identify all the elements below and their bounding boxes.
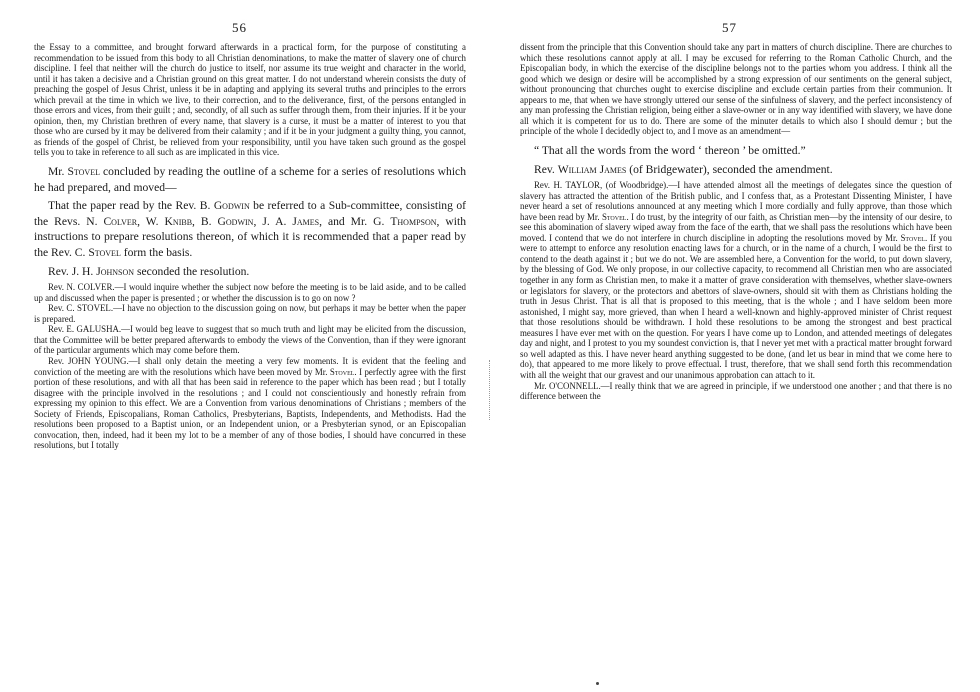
paragraph-essay-continuation: the Essay to a committee, and brought forward afterwards in a practical form, for the purpose of constituting a recommendation to be issued from this body to all Christian denominations, to make the matter of slavery one of church discipline. I feel that neither will the church do justice to itself, nor assume its true weight and character in the world, until it has taken a decisive and a Christian ground on this great matter. I do not understand wherein consists the duty of preaching the gospel of Jesus Christ, unless it be in adapting and applying its several truths and principles to the errors which prevail at the time in which we live, to their correction, and to the deliverance, first, of the persons entangled in those errors and vices, from their guilt ; and, secondly, of all such as suffer through them, from their injuries. If it be your opinion, then, my Christian brethren of every name, that slavery is a curse, it must be a matter of interest to you that those who are cursed by it may be delivered from their calamity ; and if it be in your judgment a guilty thing, you cannot, as friends of the gospel of Christ, be relieved from your responsibility, until you have taken such ground as the gospel tells you to take in reference to all such as are implicated in this vice.	[34, 42, 466, 158]
paragraph-johnson-seconded: Rev. J. H. Johnson seconded the resolution.	[48, 264, 250, 278]
paragraph-motion: That the paper read by the Rev. B. Godwin be referred to a Sub-committee, consisting of the Revs. N. Colver, W. Knibb, B. Godwin, J. A. James, and Mr. G. Thompson, with instructions to prepare resolutions thereon, of which it is recommended that a paper read by the Rev. C. Stovel form the basis.	[34, 199, 467, 259]
page-number-left: 56	[232, 20, 247, 35]
paragraph-james-seconded: Rev. William James (of Bridgewater), seconded the amendment.	[534, 162, 833, 176]
paragraph-stovel-reply: Rev. C. STOVEL.—I have no objection to the discussion going on now, but perhaps it may be better when the paper is prepared.	[34, 303, 466, 324]
paragraph-stovel-concluded: Mr. Stovel concluded by reading the outline of a scheme for a series of resolutions which he had prepared, and moved—	[34, 165, 467, 194]
paragraph-oconnell: Mr. O'CONNELL.—I really think that we are agreed in principle, if we understood one another ; and that there is no difference between the	[520, 380, 952, 402]
printer-mark	[596, 682, 599, 685]
paragraph-young: Rev. JOHN YOUNG.—I shall only detain the meeting a very few moments. It is evident that the feeling and conviction of the meeting are with the resolutions which have been moved by Mr. Stovel. I perfectly agree with the first portion of these resolutions, and with all that has been said in reference to the paper which has been read ; but I totally disagree with the principle involved in the resolutions ; and I could not conscientiously and honestly refrain from expressing my opinion to this effect. We are a Convention from various denominations of Christians ; members of the Society of Friends, Episcopalians, Roman Catholics, Presbyterians, Baptists, Independents, and Methodists. Had the resolutions been proposed to a Baptist union, or an Independent union, or a Presbyterian synod, or an Episcopalian convocation, then, indeed, had it been my lot to be a member of any of those bodies, I should have concurred in these resolutions, but I totally	[34, 356, 466, 451]
paragraph-taylor: Rev. H. TAYLOR, (of Woodbridge).—I have attended almost all the meetings of delegates since the question of slavery has attracted the attention of the British public, and I confess that, as a Protestant Dissenting Minister, I have never heard a set of resolutions announced at any meeting which I more cordially and fully approve, than those which have been read by Mr. Stovel. I do trust, by the integrity of our faith, as Christian men—by the intensity of our desire, to see this abomination of slavery wiped away from the face of the earth, that we shall pass the resolutions which have been moved. I contend that we do not interfere in church discipline in adopting the resolutions moved by Mr. Stovel. If you were to attempt to enforce any resolution enacting laws for a church, or in the name of a church, I would be the first to contend to the death against it ; but we do not. We are assembled here, a Convention for the world, to put down slavery, by the blessing of God. We only propose, in our collective capacity, to recommend all Christian men who are associated together in any form as Christian men, to make it a matter of grave consideration with themselves, whether slave-owners or legislators for slavery, or the protectors and abettors of slave-owners, should sit with them as Christians holding the truth in Jesus Christ. That is all that is proposed to this meeting, that is the whole ; and I have seldom been more astonished, I might say, more grieved, than when I heard a well-known and highly-approved minister of Christ request that those resolutions should be withdrawn. I hold these resolutions to be among the strongest and best practical measures I have ever met with on the question. For years I have come up to London, and attended meetings of delegates day and night, and I protest to you my soundest conviction is, that I never yet met with a practical matter brought forward so well adapted as this. I have never heard anything suggested to be done, (and let us bear in mind that we come here to do), that appeared to me more likely to prove effectual. I trust, therefore, that we shall send forth this recommendation with all the weight that our gravest and our unanimous approbation can attach to it.	[520, 180, 953, 380]
paragraph-galusha: Rev. E. GALUSHA.—I would beg leave to suggest that so much truth and light may be elicited from the discussion, that the Committee will be better prepared afterwards to embody the views of the Convention, than if they were ignorant of the particular arguments which may come before them.	[34, 324, 466, 356]
right-page	[490, 0, 980, 692]
paragraph-colver: Rev. N. COLVER.—I would inquire whether the subject now before the meeting is to be laid aside, and to be called up and discussed when the paper is presented ; or whether the discussion is to go on now ?	[34, 282, 466, 303]
page-number-right: 57	[722, 20, 737, 35]
paragraph-young-continuation: dissent from the principle that this Convention should take any part in matters of church discipline. There are churches to which these resolutions cannot apply at all. I may be excused for referring to the Roman Catholic Church, and the Episcopalian body, in which the exercise of the discipline belongs not to the parties whom you address. I think all the good which we design or desire will be accomplished by a strong expression of our sentiments on the general subject, without pronouncing that churches ought to exercise discipline and exclude certain parties from their communion. It appears to me, that when we have strongly uttered our sense of the sinfulness of slavery, and the perfect inconsistency of any man professing the Christian religion, being either a slave-owner or in any way identified with slavery, we have done all which it is competent for us to do. There are some of the minuter details to which also I should demur ; but the principle of the whole I decidedly object to, and I move as an amendment—	[520, 42, 952, 137]
paragraph-amendment: “ That all the words from the word ‘ thereon ’ be omitted.”	[534, 143, 806, 157]
